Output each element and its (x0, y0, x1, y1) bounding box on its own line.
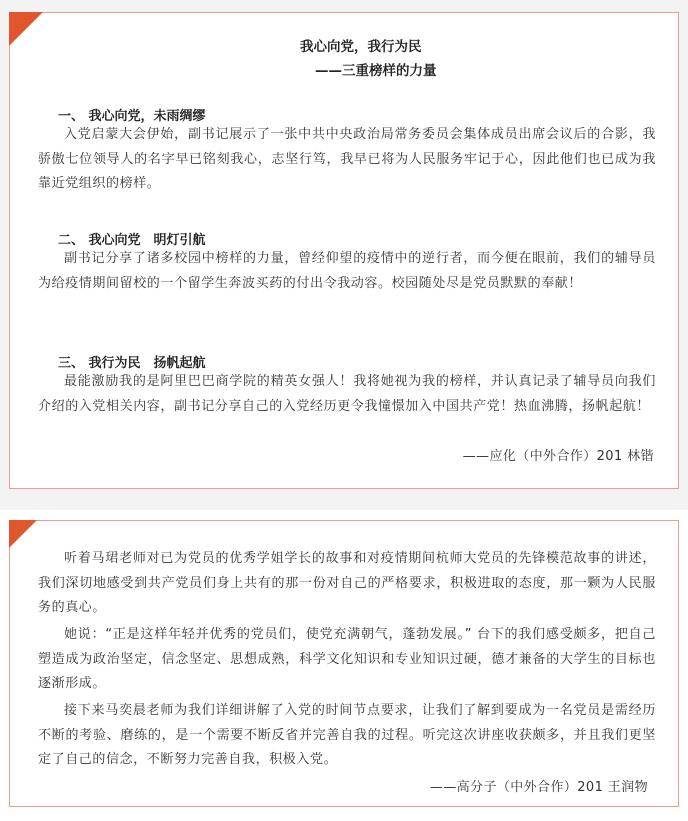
article-subtitle: ——三重榜样的力量 (315, 63, 437, 79)
section-heading-1: 一、 我心向党，未雨绸缪 (58, 109, 206, 124)
section-heading-3: 三、 我行为民 扬帆起航 (58, 356, 206, 371)
article-card-1 (9, 12, 679, 489)
section-heading-2: 二、 我心向党 明灯引航 (58, 233, 206, 248)
article-card-2 (9, 520, 679, 807)
signature-2: ——高分子（中外合作）201 王润物 (429, 780, 648, 795)
paragraph-3: 接下来马奕晨老师为我们详细讲解了入党的时间节点要求，让我们了解到要成为一名党员是需经历不断的考验、磨练的，是一个需要不断反省并完善自我的过程。听完这次讲座收获颇多，并且我们更坚定了自己的信念，不断努力完善自我，积极入党。 (38, 703, 656, 767)
section-body-2: 副书记分享了诸多校园中榜样的力量，曾经仰望的疫情中的逆行者，而今便在眼前，我们的辅导员为给疫情期间留校的一个留学生奔波买药的付出令我动容。校园随处尽是党员默默的奉献！ (38, 251, 656, 291)
section-body-3: 最能激励我的是阿里巴巴商学院的精英女强人！我将她视为我的榜样，并认真记录了辅导员向我们介绍的入党相关内容，副书记分享自己的入党经历更令我憧憬加入中国共产党！热血沸腾，扬帆起航！ (38, 374, 656, 414)
paragraph-1: 听着马珺老师对已为党员的优秀学姐学长的故事和对疫情期间杭师大党员的先锋模范故事的讲述，我们深切地感受到共产党员们身上共有的那一份对自己的严格要求，积极进取的态度，那一颗为人民服务的真心。 (38, 551, 656, 615)
paragraph-2: 她说：“正是这样年轻并优秀的党员们，使党充满朝气，蓬勃发展。” 台下的我们感受颇多，把自己塑造成为政治坚定，信念坚定、思想成熟，科学文化知识和专业知识过硬，德才兼备的大学生的目标也逐渐形成。 (38, 627, 656, 691)
corner-decoration (9, 520, 37, 548)
section-body-1: 入党启蒙大会伊始，副书记展示了一张中共中央政治局常务委员会集体成员出席会议后的合影，我骄傲七位领导人的名字早已铭刻我心，志坚行笃，我早已将为人民服务牢记于心，因此他们也已成为我靠近党组织的榜样。 (38, 127, 656, 191)
article-title: 我心向党，我行为民 (300, 39, 422, 55)
article-block-2-background (0, 510, 688, 821)
signature-1: ——应化（中外合作）201 林锴 (462, 449, 654, 464)
corner-decoration (9, 12, 43, 46)
